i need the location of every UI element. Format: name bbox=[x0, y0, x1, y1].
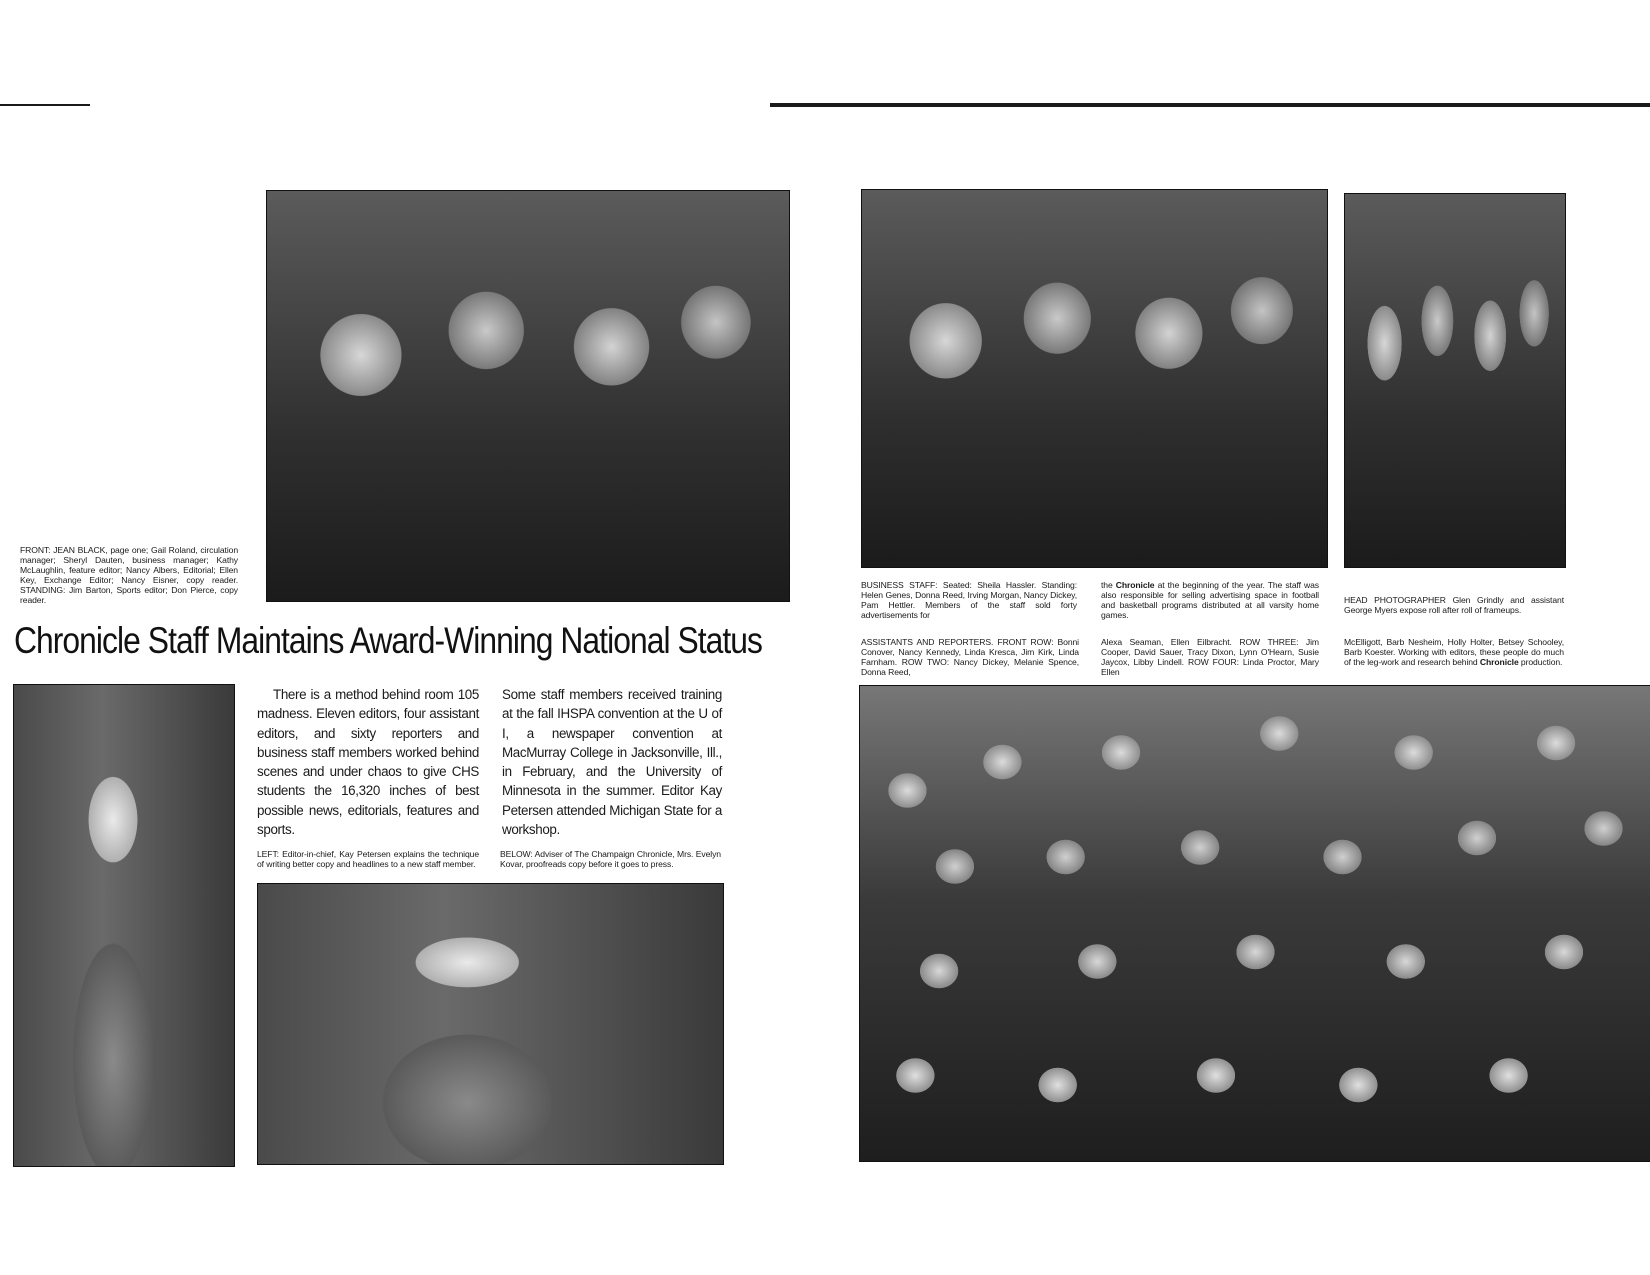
reporters-group-photo bbox=[859, 685, 1650, 1162]
body-text-col2: Some staff members received training at the fall IHSPA convention at the U of I, a newspaper convention at MacMurray College in Jacksonville, Ill., in February, and the University of Minnesota in the summer. Editor Kay Petersen attended Michigan State for a workshop. bbox=[502, 687, 722, 838]
assistants-caption-col1: ASSISTANTS AND REPORTERS. FRONT ROW: Bonni Conover, Nancy Kennedy, Linda Kresca, Jim Kirk, Linda Farnham. ROW TWO: Nancy Dickey, Melanie Spence, Donna Reed, bbox=[861, 637, 1079, 677]
business-staff-caption-col2: the Chronicle at the beginning of the year. The staff was also responsible for selling advertising space in football and basketball programs distributed at all varsity home games. bbox=[1101, 580, 1319, 620]
page-edge-line bbox=[770, 103, 1650, 107]
business-staff-caption-col1: BUSINESS STAFF: Seated: Sheila Hassler. Standing: Helen Genes, Donna Reed, Irving Morgan, Nancy Dickey, Pam Hettler. Members of the staff sold forty advertisements for bbox=[861, 580, 1077, 620]
editor-in-chief-photo bbox=[13, 684, 235, 1167]
photographers-photo bbox=[1344, 193, 1566, 568]
page-edge-line bbox=[0, 104, 90, 106]
adviser-caption: BELOW: Adviser of The Champaign Chronicle, Mrs. Evelyn Kovar, proofreads copy before it goes to press. bbox=[500, 849, 721, 869]
page-headline: Chronicle Staff Maintains Award-Winning National Status bbox=[14, 620, 763, 661]
editors-group-photo bbox=[266, 190, 790, 602]
assistants-caption-col3: McElligott, Barb Nesheim, Holly Holter, Betsey Schooley, Barb Koester. Working with editors, these people do much of the leg-work and research behind Chronicle production. bbox=[1344, 637, 1564, 667]
editors-caption: FRONT: JEAN BLACK, page one; Gail Roland, circulation manager; Sheryl Dauten, business manager; Kathy McLaughlin, feature editor; Nancy Albers, Editorial; Ellen Key, Exchange Editor; Nancy Eisner, copy reader. STANDING: Jim Barton, Sports editor; Don Pierce, copy reader. bbox=[20, 545, 238, 605]
photographer-caption: HEAD PHOTOGRAPHER Glen Grindly and assistant George Myers expose roll after roll of frameups. bbox=[1344, 595, 1564, 615]
editor-in-chief-caption: LEFT: Editor-in-chief, Kay Petersen explains the technique of writing better copy and headlines to a new staff member. bbox=[257, 849, 479, 869]
body-text-col1: There is a method behind room 105 madness. Eleven editors, four assistant editors, and sixty reporters and business staff members worked behind scenes and under chaos to give CHS students the 16,320 inches of best possible news, editorials, features and sports. bbox=[257, 687, 479, 838]
assistants-caption-col2: Alexa Seaman, Ellen Eilbracht. ROW THREE: Jim Cooper, David Sauer, Tracy Dixon, Lynn O'Hearn, Susie Jaycox, Libby Lindell. ROW FOUR: Linda Proctor, Mary Ellen bbox=[1101, 637, 1319, 677]
adviser-photo bbox=[257, 883, 724, 1165]
business-staff-photo bbox=[861, 189, 1328, 568]
